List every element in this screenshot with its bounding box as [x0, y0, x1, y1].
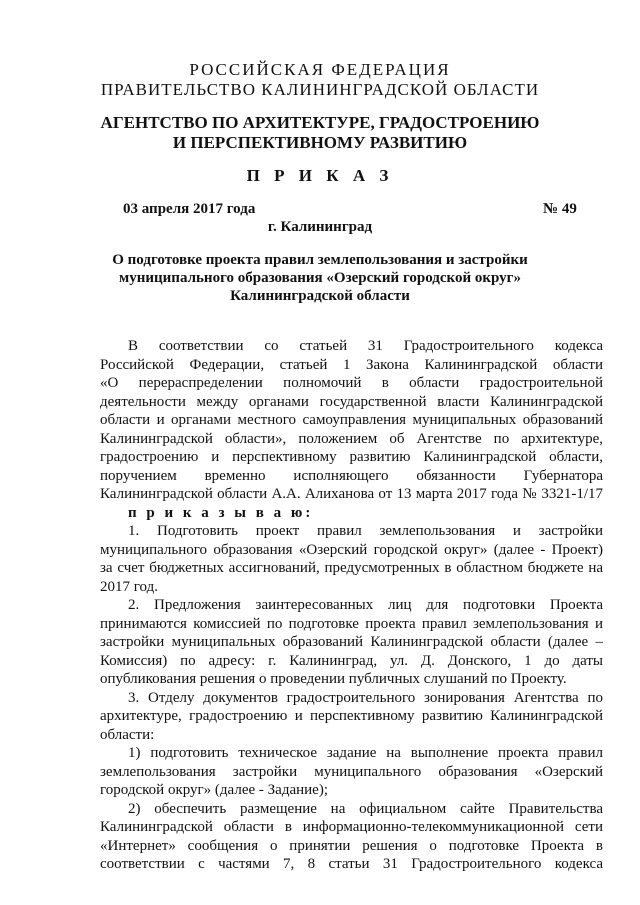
body-line: застройки муниципальных образований Калининградской области (далее –	[100, 634, 603, 650]
body-line: Российской Федерации, статьей 1 Закона Калининградской области	[100, 356, 603, 373]
order-title-line1: О подготовке проекта правил землепользования и застройки	[112, 252, 528, 268]
body-line: поручением временно исполняющего обязанности Губернатора	[100, 467, 603, 484]
order-directive: п р и к а з ы в а ю:	[128, 504, 314, 521]
body-line: 1. Подготовить проект правил землепользования и застройки	[128, 523, 603, 539]
order-body	[100, 337, 603, 874]
body-line: соответствии с частями 7, 8 статьи 31 Градостроительного кодекса	[100, 856, 603, 872]
document-city: г. Калининград	[267, 219, 373, 235]
header-country: РОССИЙСКАЯ ФЕДЕРАЦИЯ	[189, 60, 451, 79]
body-line: за счет бюджетных ассигнований, предусмотренных в областном бюджете на	[100, 560, 603, 576]
body-line: Калининградской области», положением об Агентстве по архитектуре,	[100, 430, 603, 447]
body-line: Калининградской области в информационно-телекоммуникационной сети	[100, 819, 603, 835]
body-line: 2) обеспечить размещение на официальном сайте Правительства	[128, 800, 603, 817]
body-line: 1) подготовить техническое задание на выполнение проекта правил	[128, 745, 603, 761]
body-line: градостроению и перспективному развитию Калининградской области,	[100, 449, 603, 465]
order-title-line3: Калининградской области	[230, 288, 410, 304]
body-line: 3. Отделу документов градостроительного зонирования Агентства по	[128, 689, 603, 706]
body-line: Калининградской области А.А. Алиханова от 13 марта 2017 года № 3321-1/17	[100, 486, 603, 502]
document-number: № 49	[543, 201, 577, 217]
body-line: муниципального образования «Озерский городской округ» (далее - Проект)	[100, 541, 603, 558]
body-line: области и органами местного самоуправления муниципальных образований	[100, 412, 603, 428]
body-line: Комиссия) по адресу: г. Калининград, ул. Д. Донского, 1 до даты	[100, 652, 603, 669]
body-line: В соответствии со статьей 31 Градостроительного кодекса	[128, 338, 603, 354]
body-line: принимаются комиссией по подготовке проекта правил землепользования и	[100, 615, 603, 632]
body-line: городской округ» (далее - Задание);	[100, 782, 328, 798]
body-line: «О перераспределении полномочий в области градостроительной	[100, 375, 603, 391]
order-title-line2: муниципального образования «Озерский городской округ»	[119, 270, 521, 286]
body-line: землепользования застройки муниципального образования «Озерский	[100, 763, 603, 780]
document-date: 03 апреля 2017 года	[123, 201, 256, 217]
body-line: деятельности между органами государственной власти Калининградской	[100, 393, 603, 410]
body-line: «Интернет» сообщения о принятии решения о подготовке Проекта в	[100, 837, 603, 854]
body-line: 2017 год.	[100, 578, 158, 595]
agency-name-line2: И ПЕРСПЕКТИВНОМУ РАЗВИТИЮ	[172, 133, 468, 152]
header-government: ПРАВИТЕЛЬСТВО КАЛИНИНГРАДСКОЙ ОБЛАСТИ	[100, 80, 540, 99]
body-line: 2. Предложения заинтересованных лиц для подготовки Проекта	[128, 597, 603, 613]
document-type: П Р И К А З	[246, 166, 394, 185]
body-line: опубликования решения о проведении публичных слушаний по Проекту.	[100, 671, 567, 687]
body-line: области:	[100, 726, 155, 743]
agency-name-line1: АГЕНТСТВО ПО АРХИТЕКТУРЕ, ГРАДОСТРОЕНИЮ	[100, 113, 540, 132]
body-line: архитектуре, градостроению и перспективному развитию Калининградской	[100, 708, 603, 724]
